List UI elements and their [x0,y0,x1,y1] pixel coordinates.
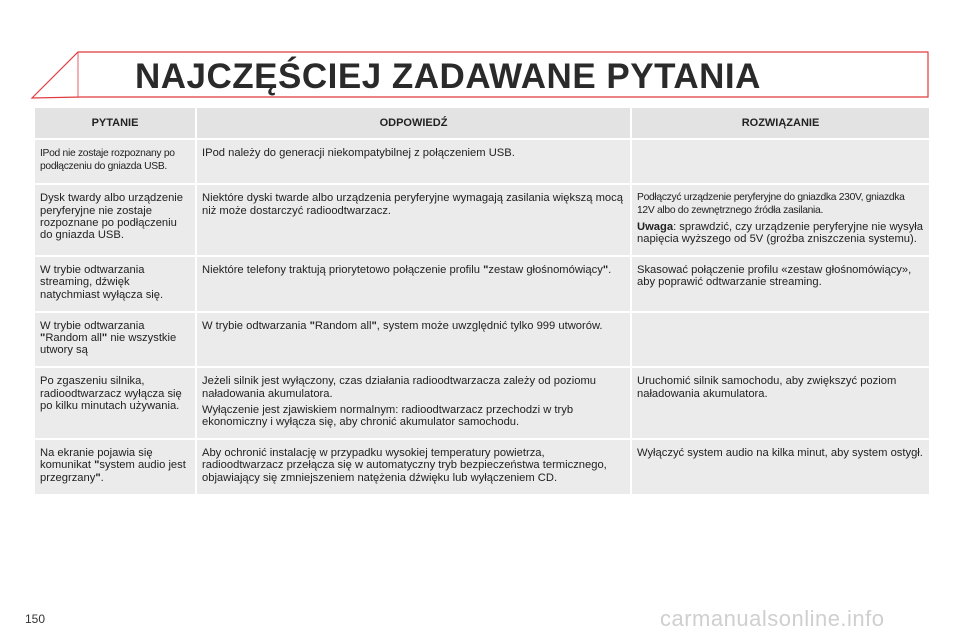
answer-text-post: . [608,264,612,277]
solution-cell [631,256,930,312]
page-title: NAJCZĘŚCIEJ ZADAWANE PYTANIA [135,57,761,96]
solution-text: Uruchomić silnik samochodu, aby zwiększyć poziom naładowania akumulatora. [637,375,897,400]
solution-note [637,221,924,245]
answer-text: Aby ochronić instalację w przypadku wysokiej temperatury powietrza, radioodtwarzacz przełącza się w automatyczny tryb bezpieczeństwa termicznego, objawiający się zmniejszeniem natężenia dźwięku lub wyłączeniem CD. [202,447,607,484]
answer-cell: Niektóre telefony traktują priorytetowo połączenie profilu "zestaw głośnomówiący". [196,256,631,312]
answer-text-2: Wyłączenie jest zjawiskiem normalnym: radioodtwarzacz przechodzi w tryb ekonomiczny i wyłącza się, aby chronić akumulator samochodu. [202,403,574,429]
question-text-post: nie wszystkie utwory są [40,332,177,357]
header-answer: ODPOWIEDŹ [196,107,631,139]
question-text: IPod nie zostaje rozpoznany po podłączeniu do gniazda USB. [40,148,175,173]
solution-text: Wyłączyć system audio na kilka minut, aby system ostygł. [637,447,923,460]
solution-cell [631,139,930,184]
answer-cell [196,439,631,494]
answer-text-pre: Niektóre telefony traktują priorytetowo połączenie profilu [202,264,484,277]
answer-quoted: zestaw głośnomówiący [488,264,603,277]
solution-text: Skasować połączenie profilu «zestaw głośnomówiący», aby poprawić odtwarzanie streaming. [637,264,912,289]
table-row [34,312,930,368]
answer-text-pre: W trybie odtwarzania [202,319,310,332]
answer-cell: W trybie odtwarzania "Random all", system może uwzględnić tylko 999 utworów. [196,312,631,368]
question-text: W trybie odtwarzania streaming, dźwięk natychmiast wyłącza się. [40,264,164,301]
faq-table [33,106,931,494]
question-cell [34,367,196,439]
solution-cell [631,439,930,494]
solution-text: Podłączyć urządzenie peryferyjne do gniazdka 230V, gniazdka 12V albo do zewnętrznego źródła zasilania. [637,192,905,216]
table-row [34,139,930,184]
table-header-row [34,107,930,139]
watermark: carmanualsonline.info [660,606,885,631]
question-text: Dysk twardy albo urządzenie peryferyjne nie zostaje rozpoznane po podłączeniu do gniazda USB. [40,192,184,242]
question-quoted: Random all [45,332,102,345]
answer-text: IPod należy do generacji niekompatybilnej z połączeniem USB. [202,147,515,159]
table-row [34,184,930,256]
question-text-pre: W trybie odtwarzania [40,319,145,332]
header-question: PYTANIE [34,107,196,139]
solution-cell [631,184,930,256]
question-text-post: . [100,471,104,484]
table-row [34,256,930,312]
question-cell: W trybie odtwarzania "Random all" nie wszystkie utwory są [34,312,196,368]
answer-text: Niektóre dyski twarde albo urządzenia peryferyjne wymagają zasilania większą mocą niż może dostarczyć radioodtwarzacz. [202,192,623,217]
question-quoted: system audio jest przegrzany [40,459,186,484]
page-number: 150 [25,612,46,626]
answer-text-post: , system może uwzględnić tylko 999 utworów. [376,319,603,332]
answer-quoted: Random all [314,319,372,332]
question-cell [34,139,196,184]
answer-cell [196,139,631,184]
note-label: Uwaga [637,220,674,233]
answer-cell [196,184,631,256]
answer-text: Jeżeli silnik jest wyłączony, czas działania radioodtwarzacza zależy od poziomu naładowania akumulatora. [202,375,597,400]
question-text-pre: Na ekranie pojawia się komunikat [40,447,153,472]
question-cell: Na ekranie pojawia się komunikat "system audio jest przegrzany". [34,439,196,494]
question-text: Po zgaszeniu silnika, radioodtwarzacz wyłącza się po kilku minutach używania. [40,375,182,412]
table-row [34,439,930,494]
solution-cell [631,312,930,368]
solution-cell [631,367,930,439]
question-cell [34,184,196,256]
note-text: : sprawdzić, czy urządzenie peryferyjne nie wysyła napięcia wyższego od 5V (groźba zniszczenia systemu). [637,220,924,246]
table-row [34,367,930,439]
answer-cell [196,367,631,439]
question-cell [34,256,196,312]
header-solution: ROZWIĄZANIE [631,107,930,139]
